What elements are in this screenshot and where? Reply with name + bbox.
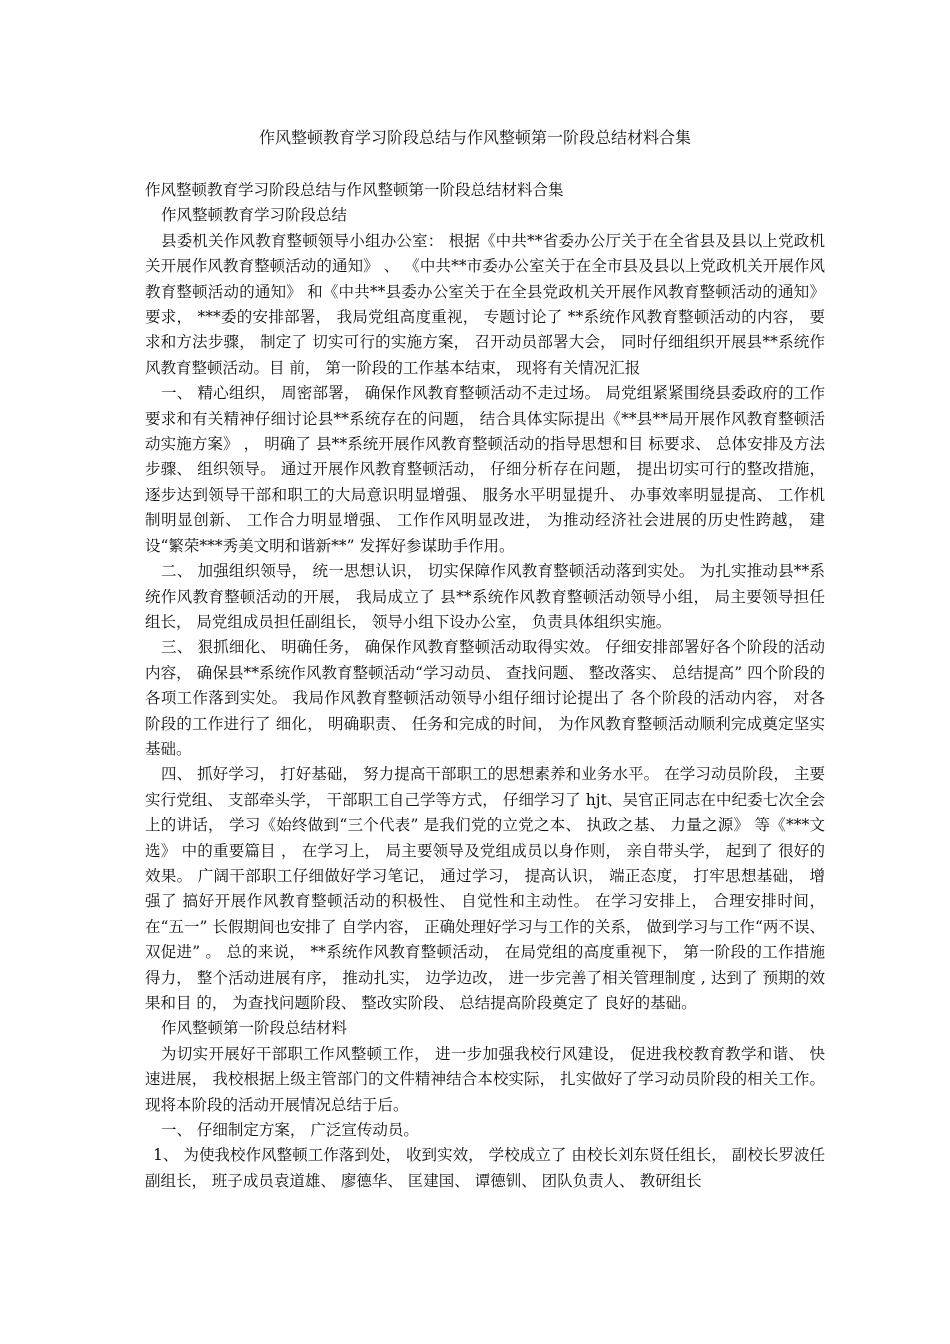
paragraph: 1、 为使我校作风整顿工作落到处， 收到实效， 学校成立了 由校长刘东贤任组长， 副校长罗波任副组长， 班子成员袁道雄、 廖德华、 匡建国、 谭德钏、 团队负责人、 教研组长 xyxy=(145,1146,825,1190)
section-heading-study-summary: 作风整顿教育学习阶段总结 xyxy=(161,206,348,225)
paragraph: 为切实开展好干部职工作风整顿工作， 进一步加强我校行风建设， 促进我校教育教学和谐、 快速进展， 我校根据上级主管部门的文件精神结合本校实际， 扎实做好了学习动员阶段的相关工作。 现将本阶段的活动开展情况总结于后。 xyxy=(145,1044,825,1114)
section-heading-first-stage: 作风整顿第一阶段总结材料 xyxy=(161,1019,348,1038)
paragraph: 一、 精心组织， 周密部署， 确保作风教育整顿活动不走过场。 局党组紧紧围绕县委政府的工作要求和有关精神仔细讨论县**系统存在的问题， 结合具体实际提出《**县**局开展作风教育整顿活动实施方案》 ， 明确了 县**系统开展作风教育整顿活动的指导思想和目 标要求、 总体安排及方法步骤、 组织领导。 通过开展作风教育整顿活动， 仔细分析存在问题， 提出切实可行的整改措施， 逐步达到领导干部和职工的大局意识明显增强、 服务水平明显提升、 办事效率明显提高、 工作机制明显创新、 工作合力明显增强、 工作作风明显改进， 为推动经济社会进展的历史性跨越， 建设“繁荣***秀美文明和谐新**” 发挥好参谋助手作用。 xyxy=(145,384,825,555)
paragraph: 一、 仔细制定方案， 广泛宣传动员。 xyxy=(161,1121,419,1140)
body-heading: 作风整顿教育学习阶段总结与作风整顿第一阶段总结材料合集 xyxy=(145,181,564,199)
paragraph: 二、 加强组织领导， 统一思想认识， 切实保障作风教育整顿活动落到实处。 为扎实推动县**系统作风教育整顿活动的开展， 我局成立了 县**系统作风教育整顿活动领导小组， 局主要领导担任组长， 局党组成员担任副组长， 领导小组下设办公室， 负责具体组织实施。 xyxy=(145,562,825,631)
paragraph: 县委机关作风教育整顿领导小组办公室： 根据《中共**省委办公厅关于在全省县及县以上党政机关开展作风教育整顿活动的通知》 、 《中共**市委办公室关于在全市县及县以上党政机关开展作风教育整顿活动的通知》 和《中共**县委办公室关于在全县党政机关开展作风教育整顿活动的通知》 要求， ***委的安排部署， 我局党组高度重视， 专题讨论了 **系统作风教育整顿活动的内容， 要求和方法步骤， 制定了 切实可行的实施方案， 召开动员部署大会， 同时仔细组织开展县**系统作风教育整顿活动。目 前， 第一阶段的工作基本结束， 现将有关情况汇报 xyxy=(145,231,825,377)
document-title: 作风整顿教育学习阶段总结与作风整顿第一阶段总结材料合集 xyxy=(258,128,691,147)
paragraph: 三、 狠抓细化、 明确任务， 确保作风教育整顿活动取得实效。 仔细安排部署好各个阶段的活动内容， 确保县**系统作风教育整顿活动“学习动员、 查找问题、 整改落实、 总结提高” 四个阶段的各项工作落到实处。 我局作风教育整顿活动领导小组仔细讨论提出了 各个阶段的活动内容， 对各阶段的工作进行了 细化， 明确职责、 任务和完成的时间， 为作风教育整顿活动顺利完成奠定坚实基础。 xyxy=(145,638,825,758)
document-body xyxy=(145,178,825,1194)
paragraph: 四、 抓好学习， 打好基础， 努力提高干部职工的思想素养和业务水平。 在学习动员阶段， 主要实行党组、 支部牵头学， 干部职工自己学等方式， 仔细学习了 hjt、吴官正同志在中纪委七次全会上的讲话， 学习《始终做到“三个代表” 是我们党的立党之本、 执政之基、 力量之源》 等《***文选》 中的重要篇目 ， 在学习上， 局主要领导及党组成员以身作则， 亲自带头学， 起到了 很好的效果。 广阔干部职工仔细做好学习笔记， 通过学习， 提高认识， 端正态度， 打牢思想基础， 增强了 搞好开展作风教育整顿活动的积极性、 自觉性和主动性。 在学习安排上， 合理安排时间， 在“五一” 长假期间也安排了 自学内容， 正确处理好学习与工作的关系， 做到学习与工作“两不误、 双促进” 。 总的来说， **系统作风教育整顿活动， 在局党组的高度重视下， 第一阶段的工作措施得力， 整个活动进展有序， 推动扎实， 边学边改， 进一步完善了相关管理制度 , 达到了 预期的效果和目 的， 为查找问题阶段、 整改实阶段、 总结提高阶段奠定了 良好的基础。 xyxy=(145,765,825,1012)
